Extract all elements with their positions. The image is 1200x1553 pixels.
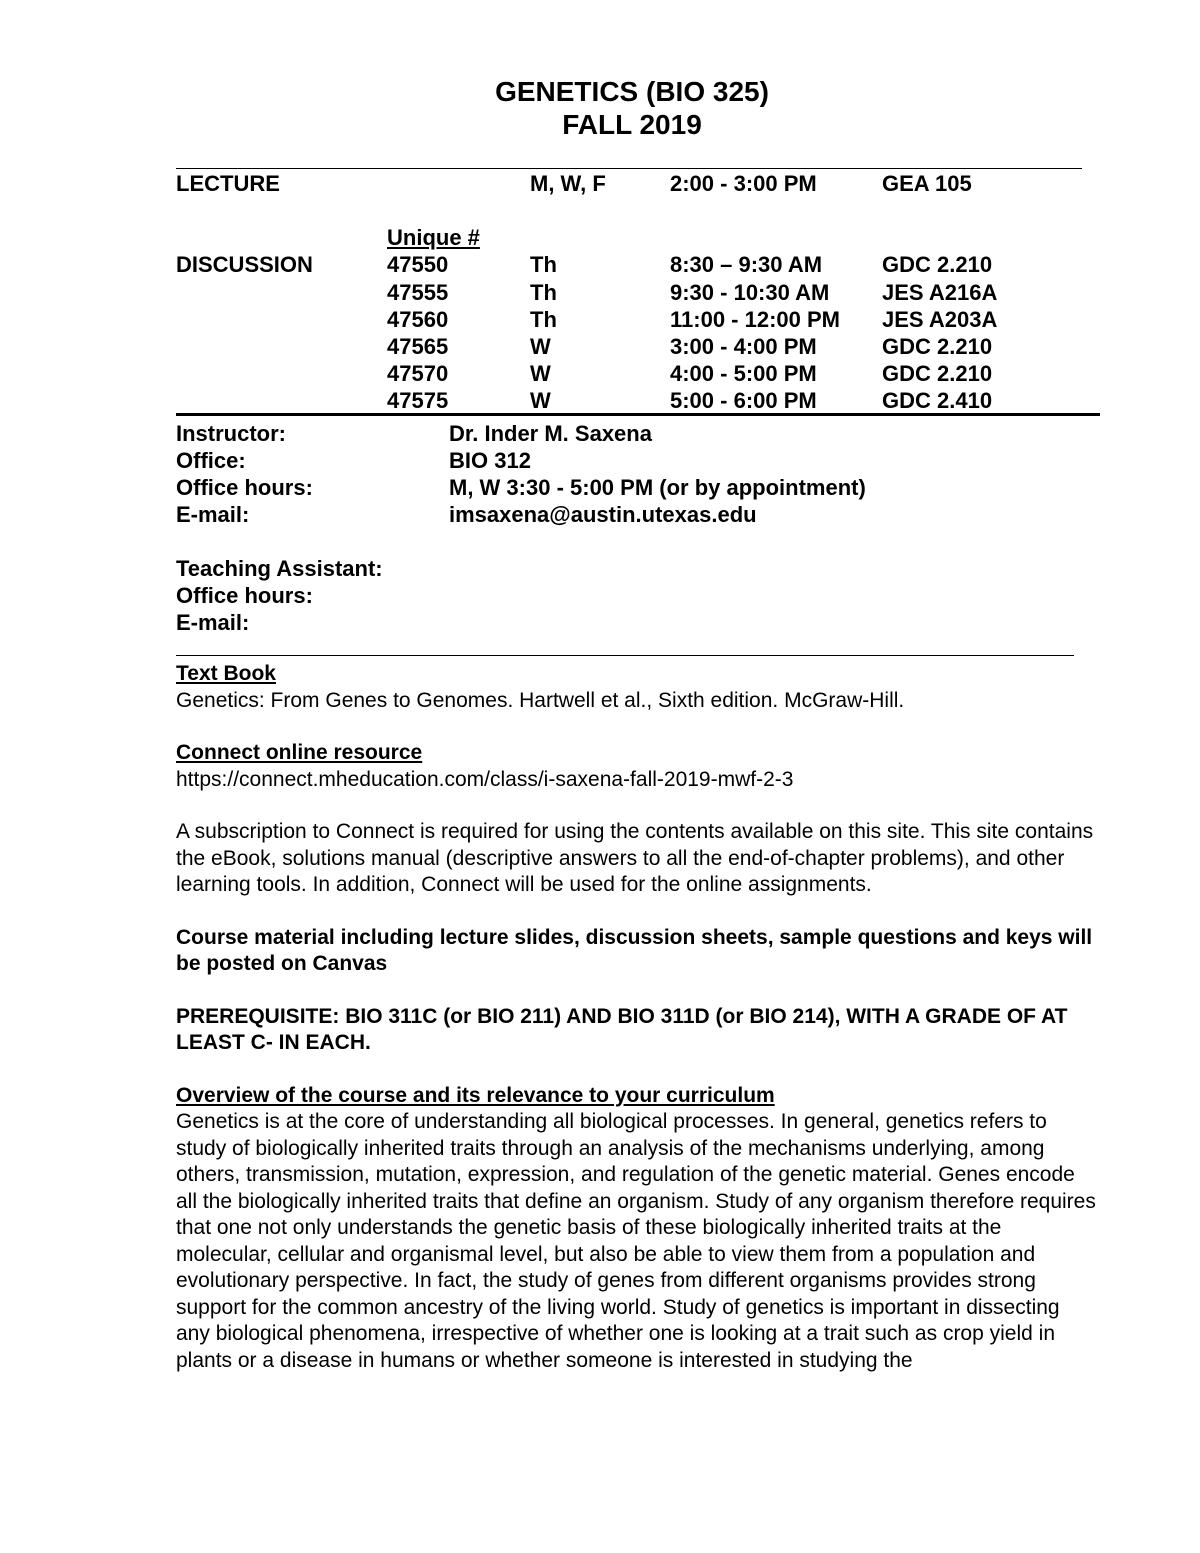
section-unique: 47565 xyxy=(387,334,449,359)
section-room: GDC 2.210 xyxy=(882,252,993,277)
textbook-heading: Text Book xyxy=(176,662,276,685)
section-day: Th xyxy=(530,252,557,277)
section-unique: 47550 xyxy=(387,252,449,277)
section-unique: 47555 xyxy=(387,280,449,305)
section-unique: 47560 xyxy=(387,307,449,332)
lecture-time: 2:00 - 3:00 PM xyxy=(670,171,817,196)
section-time: 3:00 - 4:00 PM xyxy=(670,334,817,359)
office-label: Office: xyxy=(176,448,246,473)
section-room: GDC 2.410 xyxy=(882,388,993,413)
ta-email-label: E-mail: xyxy=(176,610,250,635)
section-room: JES A203A xyxy=(882,307,998,332)
section-room: JES A216A xyxy=(882,280,998,305)
email-value: imsaxena@austin.utexas.edu xyxy=(449,502,757,527)
course-material-note: Course material including lecture slides, discussion sheets, sample questions and keys will be posted on Canvas xyxy=(176,925,1093,975)
textbook-text: Genetics: From Genes to Genomes. Hartwell et al., Sixth edition. McGraw-Hill. xyxy=(176,688,905,712)
spacer xyxy=(176,793,1096,819)
office-hours-value: M, W 3:30 - 5:00 PM (or by appointment) xyxy=(449,475,866,500)
section-day: Th xyxy=(530,307,557,332)
section-day: Th xyxy=(530,280,557,305)
overview-heading: Overview of the course and its relevance to your curriculum xyxy=(176,1083,775,1107)
section-time: 5:00 - 6:00 PM xyxy=(670,388,817,413)
divider-rule xyxy=(176,168,1082,169)
section-day: W xyxy=(530,388,551,413)
section-time: 8:30 – 9:30 AM xyxy=(670,252,823,277)
section-room: GDC 2.210 xyxy=(882,361,993,386)
section-room: GDC 2.210 xyxy=(882,334,993,359)
section-time: 11:00 - 12:00 PM xyxy=(670,307,840,332)
office-value: BIO 312 xyxy=(449,448,531,473)
ta-label: Teaching Assistant: xyxy=(176,556,383,581)
syllabus-body xyxy=(176,661,1096,1374)
section-day: W xyxy=(530,361,551,386)
lecture-label: LECTURE xyxy=(176,171,280,196)
course-title: GENETICS (BIO 325) xyxy=(495,76,769,107)
spacer xyxy=(176,899,1096,925)
schedule-divider xyxy=(176,413,1100,416)
office-hours-label: Office hours: xyxy=(176,475,313,500)
instructor-name: Dr. Inder M. Saxena xyxy=(449,421,652,446)
section-unique: 47570 xyxy=(387,361,449,386)
unique-header: Unique # xyxy=(387,225,480,250)
lecture-days: M, W, F xyxy=(530,171,606,196)
connect-text: A subscription to Connect is required for using the contents available on this site. This site contains the eBook, solutions manual (descriptive answers to all the end-of-chapter problems), and other learning tools. In addition, Connect will be used for the online assignments. xyxy=(176,820,1094,896)
connect-heading: Connect online resource xyxy=(176,741,423,764)
spacer xyxy=(176,714,1096,740)
section-unique: 47575 xyxy=(387,388,449,413)
section-time: 9:30 - 10:30 AM xyxy=(670,280,830,305)
spacer xyxy=(176,978,1096,1004)
discussion-label: DISCUSSION xyxy=(176,252,313,277)
ta-office-hours-label: Office hours: xyxy=(176,583,313,608)
email-label: E-mail: xyxy=(176,502,250,527)
section-divider xyxy=(176,655,1074,656)
connect-url: https://connect.mheducation.com/class/i-saxena-fall-2019-mwf-2-3 xyxy=(176,767,794,791)
spacer xyxy=(176,1057,1096,1083)
section-day: W xyxy=(530,334,551,359)
course-term: FALL 2019 xyxy=(562,109,702,140)
section-time: 4:00 - 5:00 PM xyxy=(670,361,817,386)
lecture-room: GEA 105 xyxy=(882,171,972,196)
prerequisite-note: PREREQUISITE: BIO 311C (or BIO 211) AND BIO 311D (or BIO 214), WITH A GRADE OF AT LEAST C- IN EACH. xyxy=(176,1004,1068,1054)
overview-text: Genetics is at the core of understanding all biological processes. In general, genetics refers to study of biologically inherited traits through an analysis of the mechanisms underlying, among others, transmission, mutation, expression, and regulation of the genetic material. Genes encode all the biologically inherited traits that define an organism. Study of any organism therefore requires that one not only understands the genetic basis of these biologically inherited traits at the molecular, cellular and organismal level, but also be able to view them from a population and evolutionary perspective. In fact, the study of genes from different organisms provides strong support for the common ancestry of the living world. Study of genetics is important in dissecting any biological phenomena, irrespective of whether one is looking at a trait such as crop yield in plants or a disease in humans or whether someone is interested in studying the xyxy=(176,1110,1096,1372)
instructor-label: Instructor: xyxy=(176,421,286,446)
